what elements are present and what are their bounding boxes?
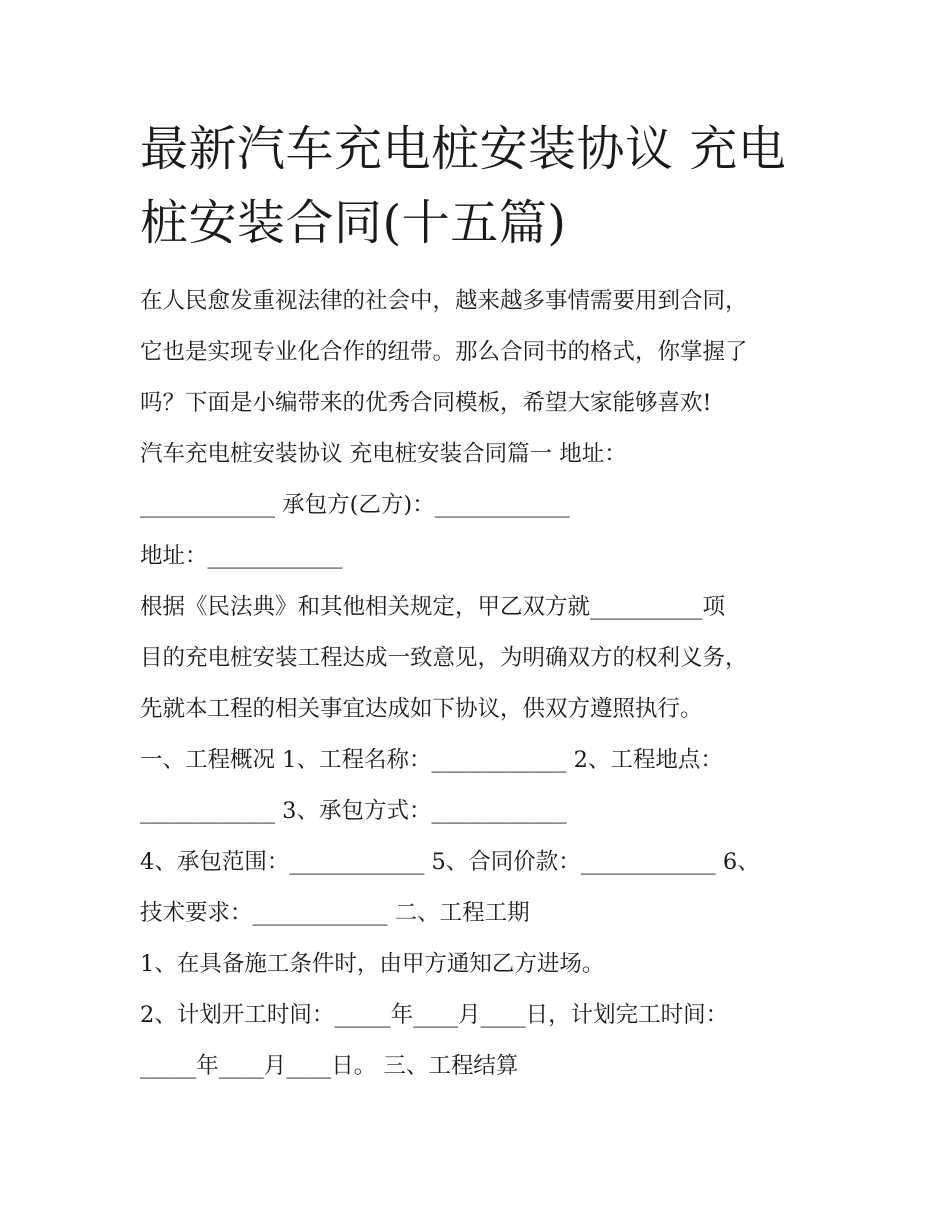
project-overview-line: 一、工程概况 1、工程名称：____________ 2、工程地点： — [140, 747, 723, 773]
document-title — [140, 112, 820, 260]
schedule-line: 2、计划开工时间：_____年____月____日，计划完工时间： — [140, 1002, 729, 1028]
agreement-paragraph-line: 目的充电桩安装工程达成一致意见，为明确双方的权利义务， — [140, 645, 748, 671]
section-heading-line: 汽车充电桩安装协议 充电桩安装合同篇一 地址： — [140, 441, 627, 467]
project-overview-line: 4、承包范围：____________ 5、合同价款：____________ 6、 — [140, 849, 760, 875]
project-overview-line: ____________ 3、承包方式：____________ — [140, 798, 567, 824]
intro-paragraph-line: 它也是实现专业化合作的纽带。那么合同书的格式，你掌握了 — [140, 339, 748, 365]
title-line: 最新汽车充电桩安装协议 充电 — [140, 121, 787, 177]
intro-paragraph-line: 吗？下面是小编带来的优秀合同模板，希望大家能够喜欢! — [140, 390, 712, 416]
schedule-line: 1、在具备施工条件时，由甲方通知乙方进场。 — [140, 951, 605, 977]
agreement-paragraph-line: 先就本工程的相关事宜达成如下协议，供双方遵照执行。 — [140, 696, 703, 722]
address-field-line: 地址：____________ — [140, 543, 343, 569]
project-overview-line: 技术要求：____________ 二、工程工期 — [140, 900, 530, 926]
title-line: 桩安装合同(十五篇) — [140, 195, 567, 251]
contractor-field-line: ____________ 承包方(乙方)：____________ — [140, 492, 570, 518]
document-body — [140, 276, 820, 1092]
schedule-line: _____年____月____日。 三、工程结算 — [140, 1053, 519, 1079]
agreement-paragraph-line: 根据《民法典》和其他相关规定，甲乙双方就__________项 — [140, 594, 726, 620]
intro-paragraph-line: 在人民愈发重视法律的社会中，越来越多事情需要用到合同， — [140, 288, 748, 314]
